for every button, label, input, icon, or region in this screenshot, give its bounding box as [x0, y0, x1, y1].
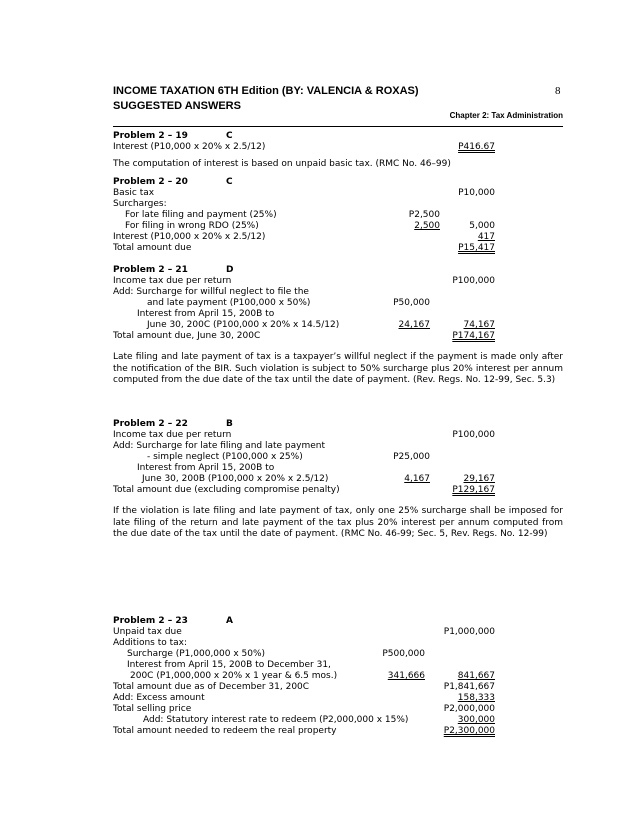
page-number: 8 — [555, 85, 561, 97]
document-subtitle: SUGGESTED ANSWERS — [113, 100, 241, 112]
problem-answer: A — [226, 616, 233, 626]
line-label: Add: Statutory interest rate to redeem (P2,000,000 x 15%) — [143, 715, 409, 725]
line-label: Interest (P10,000 x 20% x 2.5/12) — [113, 142, 266, 152]
line-value: 158,333 — [457, 693, 495, 703]
line-value: 5,000 — [469, 221, 495, 231]
line-value: 417 — [477, 232, 495, 242]
line-label: Add: Surcharge for late filing and late payment — [113, 441, 326, 451]
line-label: Interest (P10,000 x 20% x 2.5/12) — [113, 232, 266, 242]
problem-answer: C — [226, 177, 233, 187]
line-label: Add: Surcharge for willful neglect to file the — [113, 287, 309, 297]
line-subvalue: P50,000 — [393, 298, 430, 308]
total-value: P129,167 — [452, 485, 495, 495]
line-label: Total amount needed to redeem the real property — [113, 726, 337, 736]
problem-answer: B — [226, 419, 233, 429]
line-label: Surcharges: — [113, 199, 167, 209]
line-label: Basic tax — [113, 188, 155, 198]
line-label: Interest from April 15, 200B to — [137, 463, 275, 473]
line-label: June 30, 200C (P100,000 x 20% x 14.5/12) — [147, 320, 340, 330]
line-value: P1,000,000 — [443, 627, 495, 637]
chapter-label: Chapter 2: Tax Administration — [449, 111, 563, 120]
line-subvalue: P2,500 — [408, 210, 440, 220]
problem-answer: C — [226, 131, 233, 141]
problem-label: Problem 2 – 19 — [113, 131, 188, 141]
explanation-note: If the violation is late filing and late payment of tax, only one 25% surcharge shall be imposed for late filing of the return and late payment of the tax plus 20% interest per annum computed from the due date of the tax until the date of payment. (RMC No. 46-99; Sec. 5, Rev. Regs. No. 12-99) — [113, 506, 563, 539]
line-subvalue: 4,167 — [404, 474, 430, 484]
line-value: P100,000 — [452, 276, 495, 286]
line-label: - simple neglect (P100,000 x 25%) — [147, 452, 303, 462]
problem-label: Problem 2 – 20 — [113, 177, 188, 187]
line-value: P10,000 — [458, 188, 495, 198]
total-value: P174,167 — [452, 331, 495, 341]
line-label: Interest from April 15, 200B to December 31, — [127, 660, 331, 670]
line-label: June 30, 200B (P100,000 x 20% x 2.5/12) — [142, 474, 329, 484]
problem-label: Problem 2 – 23 — [113, 616, 188, 626]
total-value: P15,417 — [458, 243, 495, 253]
line-value: 74,167 — [463, 320, 495, 330]
explanation-note: Late filing and late payment of tax is a taxpayer’s willful neglect if the payment is made only after the notification of the BIR. Such violation is subject to 50% surcharge plus 20% interest per annum computed from the due date of the tax until the date of payment. (Rev. Regs. No. 12-99, Sec. 5.3) — [113, 352, 563, 385]
total-value: P416.67 — [458, 142, 495, 152]
problem-label: Problem 2 – 22 — [113, 419, 188, 429]
line-label: Income tax due per return — [113, 276, 232, 286]
line-subvalue: P25,000 — [393, 452, 430, 462]
line-label: Income tax due per return — [113, 430, 232, 440]
line-label: Interest from April 15, 200B to — [137, 309, 275, 319]
problem-label: Problem 2 – 21 — [113, 265, 188, 275]
line-label: and late payment (P100,000 x 50%) — [147, 298, 311, 308]
line-label: 200C (P1,000,000 x 20% x 1 year & 6.5 mos.) — [130, 671, 338, 681]
explanation-note: The computation of interest is based on unpaid basic tax. (RMC No. 46–99) — [113, 159, 451, 169]
line-label: Additions to tax: — [113, 638, 188, 648]
line-subvalue: P500,000 — [382, 649, 425, 659]
line-label: Total selling price — [113, 704, 192, 714]
line-label: Add: Excess amount — [113, 693, 205, 703]
line-subvalue: 2,500 — [414, 221, 440, 231]
line-subvalue: 341,666 — [387, 671, 425, 681]
header-divider — [113, 126, 563, 127]
line-label: For filing in wrong RDO (25%) — [125, 221, 259, 231]
line-value: P1,841,667 — [443, 682, 495, 692]
line-value: P2,000,000 — [443, 704, 495, 714]
line-label: Unpaid tax due — [113, 627, 182, 637]
line-label: Total amount due — [113, 243, 192, 253]
line-value: P100,000 — [452, 430, 495, 440]
line-value: 841,667 — [457, 671, 495, 681]
line-value: 29,167 — [463, 474, 495, 484]
line-label: For late filing and payment (25%) — [125, 210, 277, 220]
line-label: Total amount due (excluding compromise penalty) — [113, 485, 340, 495]
total-value: P2,300,000 — [443, 726, 495, 736]
line-subvalue: 24,167 — [398, 320, 430, 330]
line-value: 300,000 — [457, 715, 495, 725]
problem-answer: D — [226, 265, 234, 275]
line-label: Total amount due, June 30, 200C — [113, 331, 261, 341]
line-label: Total amount due as of December 31, 200C — [113, 682, 310, 692]
line-label: Surcharge (P1,000,000 x 50%) — [127, 649, 266, 659]
document-title: INCOME TAXATION 6TH Edition (BY: VALENCIA & ROXAS) — [113, 85, 419, 97]
